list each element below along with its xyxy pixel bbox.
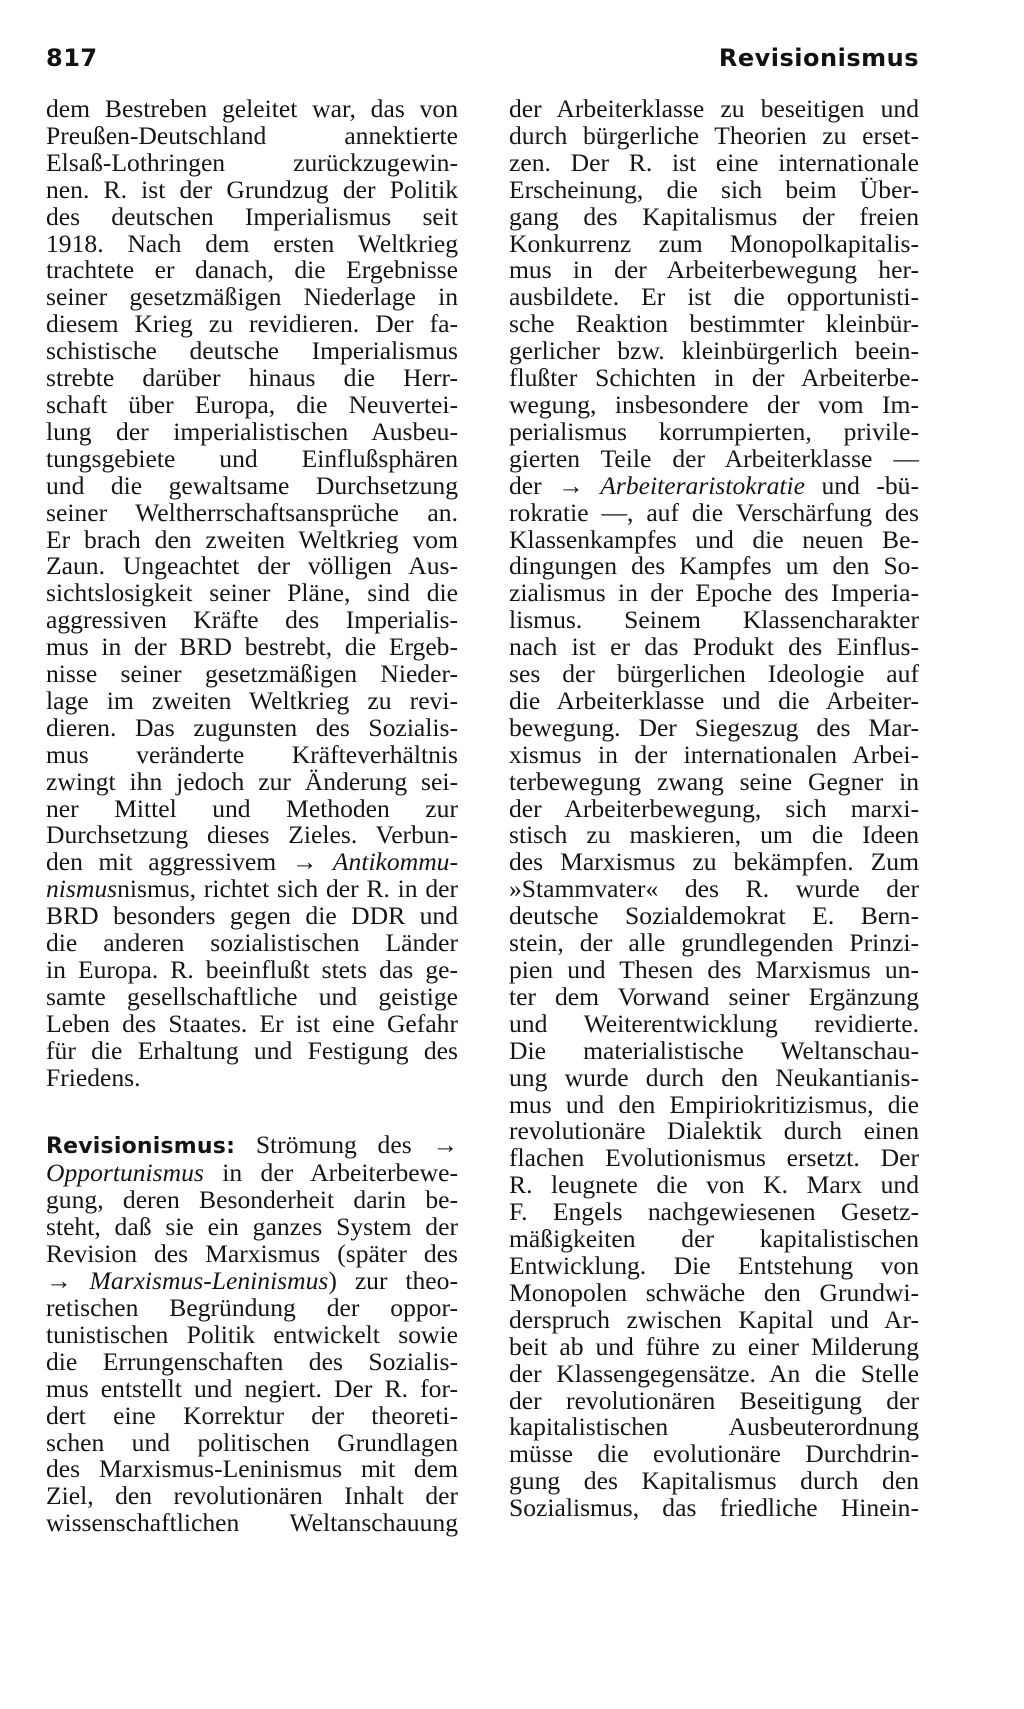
text-line: Er brach den zweiten Weltkrieg vom xyxy=(46,524,458,554)
text-segment: in der Arbeiterbewe- xyxy=(222,1158,458,1188)
text-line: lismus. Seinem Klassencharakter xyxy=(509,605,919,635)
text-line: aggressiven Kräfte des Imperialis- xyxy=(46,605,458,635)
text-line: R. leugnete die von K. Marx und xyxy=(509,1170,919,1200)
text-line: pien und Thesen des Marxismus un- xyxy=(509,955,919,984)
text-line: wegung, insbesondere der vom Im- xyxy=(509,389,919,419)
text-line: lage im zweiten Weltkrieg zu revi- xyxy=(46,685,458,715)
text-line: Durchsetzung dieses Zieles. Verbun- xyxy=(46,820,458,850)
text-line: »Stammvater« des R. wurde der xyxy=(509,874,919,904)
text-line: die Arbeiterklasse und die Arbeiter- xyxy=(509,685,919,715)
text-line xyxy=(46,849,458,876)
text-line: mus entstellt und negiert. Der R. for- xyxy=(46,1373,458,1403)
text-line: nach ist er das Produkt des Einflus- xyxy=(509,632,919,662)
cross-reference-arrow: → xyxy=(291,847,318,877)
text-line: müsse die evolutionäre Durchdrin- xyxy=(509,1439,919,1469)
text-line: mus in der Arbeiterbewegung her- xyxy=(509,255,919,285)
text-line: ses der bürgerlichen Ideologie auf xyxy=(509,659,919,689)
cross-reference-arrow: → xyxy=(432,1129,458,1159)
text-line: Revision des Marxismus (später des xyxy=(46,1239,458,1269)
text-line: dieren. Das zugunsten des Sozialis- xyxy=(46,712,458,742)
text-line: seiner gesetzmäßigen Niederlage in xyxy=(46,282,458,312)
text-line: Leben des Staates. Er ist eine Gefahr xyxy=(46,1008,458,1038)
right-column xyxy=(509,96,919,1522)
text-line: Preußen-Deutschland annektierte xyxy=(46,120,458,150)
text-line: des deutschen Imperialismus seit xyxy=(46,201,458,231)
text-line: flachen Evolutionismus ersetzt. Der xyxy=(509,1143,919,1173)
left-column xyxy=(46,96,458,1537)
text-line: zialismus in der Epoche des Imperia- xyxy=(509,578,919,608)
text-line: sichtslosigkeit seiner Pläne, sind die xyxy=(46,578,458,608)
text-line: der Klassengegensätze. An die Stelle xyxy=(509,1358,919,1388)
cross-reference[interactable]: Antikommu- xyxy=(332,847,459,877)
text-line: trachtete er danach, die Ergebnisse xyxy=(46,255,458,285)
entry-headword: Revisionismus: xyxy=(46,1133,236,1159)
text-line: ung wurde durch den Neukantianis- xyxy=(509,1062,919,1092)
text-line xyxy=(46,1160,458,1187)
text-line: beit ab und führe zu einer Milderung xyxy=(509,1331,919,1361)
text-line: F. Engels nachgewiesenen Gesetz- xyxy=(509,1197,919,1227)
text-line: gierten Teile der Arbeiterklasse — xyxy=(509,443,919,473)
text-line: steht, daß sie ein ganzes System der xyxy=(46,1212,458,1242)
text-line: terbewegung zwang seine Gegner in xyxy=(509,766,919,796)
text-line: Entwicklung. Die Entstehung von xyxy=(509,1250,919,1280)
text-line: deutsche Sozialdemokrat E. Bern- xyxy=(509,901,919,931)
text-line: 1918. Nach dem ersten Weltkrieg xyxy=(46,228,458,258)
text-line: rokratie —, auf die Verschärfung des xyxy=(509,497,919,527)
text-line: mus veränderte Kräfteverhältnis xyxy=(46,739,458,769)
entry-first-line xyxy=(46,1129,458,1161)
text-line: gang des Kapitalismus der freien xyxy=(509,201,919,231)
text-line: xismus in der internationalen Arbei- xyxy=(509,739,919,769)
text-line: des Marxismus-Leninismus mit dem xyxy=(46,1454,458,1484)
text-line: schaft über Europa, die Neuvertei- xyxy=(46,389,458,419)
cross-reference[interactable]: Opportunismus xyxy=(46,1158,204,1188)
cross-reference[interactable]: Arbeiteraristokratie xyxy=(600,470,805,500)
text-line: Friedens. xyxy=(46,1062,141,1092)
text-line: Klassenkampfes und die neuen Be- xyxy=(509,524,919,554)
text-line: der Arbeiterklasse zu beseitigen und xyxy=(509,94,919,123)
cross-reference[interactable]: Marxismus-Leninismus xyxy=(89,1266,329,1296)
text-line: wissenschaftlichen Weltanschauung xyxy=(46,1508,458,1538)
text-line xyxy=(509,470,919,500)
text-line: stein, der alle grundlegenden Prinzi- xyxy=(509,928,919,958)
text-line: Elsaß-Lothringen zurückzugewin- xyxy=(46,147,458,177)
text-line: die Errungenschaften des Sozialis- xyxy=(46,1346,458,1376)
text-line: zen. Der R. ist eine internationale xyxy=(509,147,919,177)
text-line: seiner Weltherrschaftsansprüche an. xyxy=(46,497,458,527)
text-line: revolutionäre Dialektik durch einen xyxy=(509,1116,919,1146)
text-segment: und -bü- xyxy=(821,470,919,500)
text-line: dem Bestreben geleitet war, das von xyxy=(46,94,458,123)
text-line: ter dem Vorwand seiner Ergänzung xyxy=(509,981,919,1011)
text-line: flußter Schichten in der Arbeiterbe- xyxy=(509,363,919,393)
text-line: und Weiterentwicklung revidierte. xyxy=(509,1008,919,1038)
text-line: gung des Kapitalismus durch den xyxy=(509,1466,919,1496)
text-segment: den mit aggressivem xyxy=(46,847,277,877)
text-line: samte gesellschaftliche und geistige xyxy=(46,981,458,1011)
text-line: tungsgebiete und Einflußsphären xyxy=(46,443,458,473)
text-line: mäßigkeiten der kapitalistischen xyxy=(509,1224,919,1254)
cross-reference-arrow: → xyxy=(558,470,584,500)
text-line: ausbildete. Er ist die opportunisti- xyxy=(509,282,919,312)
text-line xyxy=(46,876,458,903)
text-line: dingungen des Kampfes um den So- xyxy=(509,551,919,581)
text-line: Konkurrenz zum Monopolkapitalis- xyxy=(509,228,919,258)
text-line: retischen Begründung der oppor- xyxy=(46,1292,458,1322)
text-line: nen. R. ist der Grundzug der Politik xyxy=(46,174,458,204)
paragraph-gap xyxy=(46,1092,458,1132)
text-line: stisch zu maskieren, um die Ideen xyxy=(509,820,919,850)
text-line: sche Reaktion bestimmter kleinbür- xyxy=(509,309,919,339)
text-line xyxy=(46,1268,458,1295)
text-line: dert eine Korrektur der theoreti- xyxy=(46,1400,458,1430)
text-line: mus und den Empiriokritizismus, die xyxy=(509,1089,919,1119)
text-line: zwingt ihn jedoch zur Änderung sei- xyxy=(46,766,458,796)
text-segment: Strömung des xyxy=(255,1129,412,1159)
text-line: Sozialismus, das friedliche Hinein- xyxy=(509,1493,919,1523)
running-head: Revisionismus xyxy=(718,44,919,72)
text-line: die anderen sozialistischen Länder xyxy=(46,928,458,958)
page-number: 817 xyxy=(46,44,98,72)
text-line: der Arbeiterbewegung, sich marxi- xyxy=(509,793,919,823)
text-line: Monopolen schwäche den Grundwi- xyxy=(509,1277,919,1307)
text-line: lung der imperialistischen Ausbeu- xyxy=(46,416,458,446)
text-line: der revolutionären Beseitigung der xyxy=(509,1385,919,1415)
text-line: Zaun. Ungeachtet der völligen Aus- xyxy=(46,551,458,581)
text-line: durch bürgerliche Theorien zu erset- xyxy=(509,120,919,150)
text-line: bewegung. Der Siegeszug des Mar- xyxy=(509,712,919,742)
text-segment: der xyxy=(509,470,542,500)
text-line: BRD besonders gegen die DDR und xyxy=(46,901,458,931)
text-line: gerlicher bzw. kleinbürgerlich beein- xyxy=(509,336,919,366)
text-line: Erscheinung, die sich beim Über- xyxy=(509,174,919,204)
cross-reference-arrow: → xyxy=(46,1266,72,1296)
text-line: des Marxismus zu bekämpfen. Zum xyxy=(509,847,919,877)
text-line: perialismus korrumpierten, privile- xyxy=(509,416,919,446)
text-segment: nismus, richtet sich der R. in der xyxy=(117,874,458,904)
text-line: und die gewaltsame Durchsetzung xyxy=(46,470,458,500)
text-line: ner Mittel und Methoden zur xyxy=(46,793,458,823)
text-line: nisse seiner gesetzmäßigen Nieder- xyxy=(46,659,458,689)
text-line: in Europa. R. beeinflußt stets das ge- xyxy=(46,955,458,984)
cross-reference[interactable]: nismus xyxy=(46,874,118,904)
text-line: Ziel, den revolutionären Inhalt der xyxy=(46,1481,458,1511)
text-line: schistische deutsche Imperialismus xyxy=(46,336,458,366)
text-line: gung, deren Besonderheit darin be- xyxy=(46,1185,458,1215)
text-segment: ) zur theo- xyxy=(328,1266,458,1296)
text-line: diesem Krieg zu revidieren. Der fa- xyxy=(46,309,458,339)
text-line: mus in der BRD bestrebt, die Ergeb- xyxy=(46,632,458,662)
text-line: kapitalistischen Ausbeuterordnung xyxy=(509,1412,919,1442)
text-line: strebte darüber hinaus die Herr- xyxy=(46,363,458,393)
text-line: derspruch zwischen Kapital und Ar- xyxy=(509,1304,919,1334)
text-line: für die Erhaltung und Festigung des xyxy=(46,1035,458,1065)
text-line: Die materialistische Weltanschau- xyxy=(509,1035,919,1065)
text-line: schen und politischen Grundlagen xyxy=(46,1427,458,1457)
text-line: tunistischen Politik entwickelt sowie xyxy=(46,1319,458,1349)
